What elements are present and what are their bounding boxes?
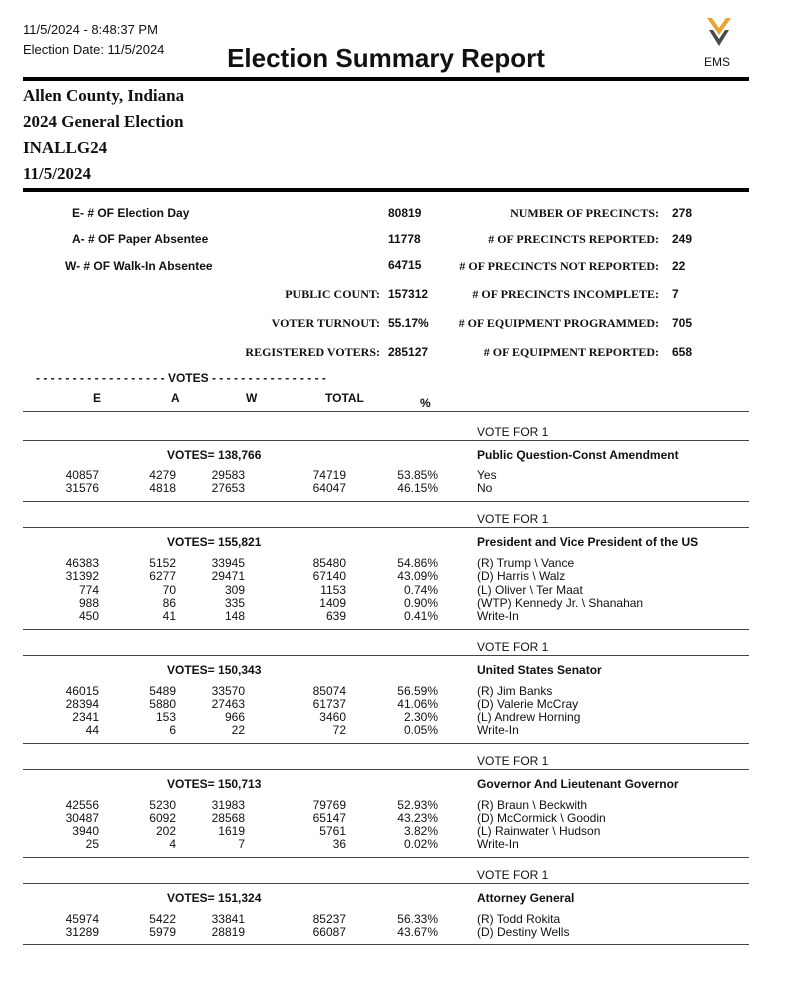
- stat-paper-absentee-value: 11778: [388, 232, 421, 246]
- race-vote-for: VOTE FOR 1: [477, 868, 549, 882]
- cell-candidate: (WTP) Kennedy Jr. \ Shanahan: [477, 596, 644, 610]
- cell-candidate: Write-In: [477, 609, 519, 623]
- race-votes-total: VOTES= 150,713: [167, 777, 262, 791]
- result-row: [0, 685, 788, 698]
- cell-total: 5761: [319, 824, 346, 838]
- voter-turnout-value: 55.17%: [388, 316, 429, 330]
- report-datetime: 11/5/2024 - 8:48:37 PM: [23, 22, 158, 37]
- cell-w: 1619: [218, 824, 245, 838]
- cell-e: 31576: [65, 481, 99, 495]
- section-divider: [23, 440, 749, 441]
- cell-w: 148: [224, 609, 245, 623]
- cell-percent: 2.30%: [403, 710, 438, 724]
- cell-candidate: Write-In: [477, 837, 519, 851]
- cell-w: 33841: [211, 912, 245, 926]
- col-header-a: A: [171, 391, 180, 405]
- result-row: [0, 610, 788, 623]
- cell-w: 28568: [211, 811, 245, 825]
- cell-total: 85480: [312, 556, 346, 570]
- cell-candidate: (L) Andrew Horning: [477, 710, 581, 724]
- section-divider: [23, 411, 749, 412]
- cell-total: 64047: [312, 481, 346, 495]
- cell-candidate: (D) Harris \ Walz: [477, 569, 566, 583]
- cell-w: 33945: [211, 556, 245, 570]
- cell-percent: 52.93%: [397, 798, 438, 812]
- votes-banner: - - - - - - - - - - - - - - - - - - VOTES - - - - - - - - - - - - - - - -: [36, 371, 326, 385]
- cell-a: 4: [169, 837, 176, 851]
- cell-a: 5422: [149, 912, 176, 926]
- race-votes-total: VOTES= 155,821: [167, 535, 262, 549]
- cell-total: 3460: [319, 710, 346, 724]
- cell-a: 5230: [149, 798, 176, 812]
- cell-total: 1409: [319, 596, 346, 610]
- cell-total: 85074: [312, 684, 346, 698]
- cell-e: 42556: [65, 798, 99, 812]
- cell-candidate: (D) Destiny Wells: [477, 925, 570, 939]
- cell-candidate: No: [477, 481, 493, 495]
- cell-a: 4818: [149, 481, 176, 495]
- col-header-e: E: [93, 391, 102, 405]
- race-title: Public Question-Const Amendment: [477, 448, 679, 462]
- cell-total: 639: [325, 609, 346, 623]
- cell-a: 6: [169, 723, 176, 737]
- result-row: [0, 584, 788, 597]
- race-title: President and Vice President of the US: [477, 535, 699, 549]
- cell-w: 28819: [211, 925, 245, 939]
- equipment-reported-value: 658: [672, 345, 693, 359]
- cell-w: 22: [231, 723, 245, 737]
- election-code: INALLG24: [23, 138, 108, 157]
- cell-a: 4279: [149, 468, 176, 482]
- race-vote-for: VOTE FOR 1: [477, 425, 549, 439]
- cell-percent: 53.85%: [397, 468, 438, 482]
- result-row: [0, 926, 788, 939]
- cell-percent: 56.33%: [397, 912, 438, 926]
- cell-candidate: Write-In: [477, 723, 519, 737]
- cell-percent: 3.82%: [403, 824, 438, 838]
- race-title: Attorney General: [477, 891, 575, 905]
- cell-e: 774: [78, 583, 99, 597]
- cell-a: 5489: [149, 684, 176, 698]
- cell-percent: 43.09%: [397, 569, 438, 583]
- precincts-incomplete-value: 7: [672, 287, 679, 301]
- cell-e: 450: [78, 609, 99, 623]
- cell-a: 5152: [149, 556, 176, 570]
- col-header-w: W: [246, 391, 258, 405]
- result-row: [0, 698, 788, 711]
- race-vote-for: VOTE FOR 1: [477, 512, 549, 526]
- ems-logo-text: EMS: [704, 55, 731, 69]
- cell-e: 988: [78, 596, 99, 610]
- cell-percent: 41.06%: [397, 697, 438, 711]
- race-votes-total: VOTES= 138,766: [167, 448, 262, 462]
- section-divider: [23, 944, 749, 945]
- cell-candidate: (R) Trump \ Vance: [477, 556, 575, 570]
- info-divider: [23, 188, 749, 192]
- cell-candidate: (D) Valerie McCray: [477, 697, 579, 711]
- cell-a: 202: [155, 824, 176, 838]
- section-divider: [23, 857, 749, 858]
- result-row: [0, 570, 788, 583]
- cell-a: 5979: [149, 925, 176, 939]
- cell-total: 72: [332, 723, 346, 737]
- result-row: [0, 724, 788, 737]
- cell-total: 66087: [312, 925, 346, 939]
- cell-percent: 46.15%: [397, 481, 438, 495]
- ems-logo-icon: [704, 16, 734, 52]
- equipment-reported-label: # OF EQUIPMENT REPORTED:: [483, 345, 659, 359]
- race-votes-total: VOTES= 150,343: [167, 663, 262, 677]
- cell-percent: 0.41%: [403, 609, 438, 623]
- cell-w: 335: [224, 596, 245, 610]
- section-divider: [23, 501, 749, 502]
- cell-e: 31289: [65, 925, 99, 939]
- cell-w: 31983: [211, 798, 245, 812]
- cell-percent: 0.90%: [403, 596, 438, 610]
- result-row: [0, 469, 788, 482]
- result-row: [0, 812, 788, 825]
- cell-e: 31392: [65, 569, 99, 583]
- precincts-not-reported-value: 22: [672, 259, 686, 273]
- cell-percent: 43.23%: [397, 811, 438, 825]
- result-row: [0, 825, 788, 838]
- stat-walkin-absentee-value: 64715: [388, 258, 422, 272]
- cell-candidate: (L) Oliver \ Ter Maat: [477, 583, 583, 597]
- number-of-precincts-label: NUMBER OF PRECINCTS:: [510, 206, 659, 220]
- cell-total: 67140: [312, 569, 346, 583]
- cell-e: 3940: [72, 824, 99, 838]
- section-divider: [23, 883, 749, 884]
- cell-e: 40857: [65, 468, 99, 482]
- cell-total: 1153: [320, 583, 346, 597]
- public-count-label: PUBLIC COUNT:: [285, 287, 380, 301]
- cell-w: 309: [224, 583, 245, 597]
- county-name: Allen County, Indiana: [23, 86, 185, 105]
- cell-e: 30487: [65, 811, 99, 825]
- section-divider: [23, 743, 749, 744]
- race-vote-for: VOTE FOR 1: [477, 640, 549, 654]
- equipment-programmed-label: # OF EQUIPMENT PROGRAMMED:: [458, 316, 659, 330]
- cell-total: 79769: [312, 798, 346, 812]
- cell-w: 29583: [211, 468, 245, 482]
- cell-w: 27463: [211, 697, 245, 711]
- stat-election-day-value: 80819: [388, 206, 422, 220]
- cell-w: 966: [224, 710, 245, 724]
- cell-candidate: (R) Jim Banks: [477, 684, 553, 698]
- cell-candidate: (L) Rainwater \ Hudson: [477, 824, 601, 838]
- race-vote-for: VOTE FOR 1: [477, 754, 549, 768]
- cell-a: 6092: [149, 811, 176, 825]
- cell-e: 2341: [72, 710, 99, 724]
- cell-total: 85237: [312, 912, 346, 926]
- cell-w: 33570: [211, 684, 245, 698]
- section-divider: [23, 769, 749, 770]
- cell-a: 70: [162, 583, 176, 597]
- cell-candidate: (D) McCormick \ Goodin: [477, 811, 606, 825]
- election-date-big: 11/5/2024: [23, 164, 92, 183]
- cell-percent: 0.02%: [403, 837, 438, 851]
- cell-a: 5880: [149, 697, 176, 711]
- cell-total: 65147: [312, 811, 346, 825]
- result-row: [0, 838, 788, 851]
- result-row: [0, 597, 788, 610]
- cell-w: 7: [238, 837, 245, 851]
- cell-candidate: (R) Braun \ Beckwith: [477, 798, 588, 812]
- precincts-reported-value: 249: [672, 232, 693, 246]
- registered-voters-value: 285127: [388, 345, 429, 359]
- precincts-reported-label: # OF PRECINCTS REPORTED:: [488, 232, 659, 246]
- precincts-not-reported-label: # OF PRECINCTS NOT REPORTED:: [459, 259, 659, 273]
- election-name: 2024 General Election: [23, 112, 184, 131]
- cell-e: 28394: [65, 697, 99, 711]
- cell-candidate: (R) Todd Rokita: [477, 912, 561, 926]
- result-row: [0, 557, 788, 570]
- col-header-percent: %: [420, 396, 431, 410]
- public-count-value: 157312: [388, 287, 429, 301]
- race-votes-total: VOTES= 151,324: [167, 891, 262, 905]
- cell-total: 74719: [312, 468, 346, 482]
- stat-paper-absentee-label: A- # OF Paper Absentee: [72, 232, 209, 246]
- stat-election-day-label: E- # OF Election Day: [72, 206, 190, 220]
- cell-percent: 0.05%: [403, 723, 438, 737]
- result-row: [0, 711, 788, 724]
- race-title: Governor And Lieutenant Governor: [477, 777, 679, 791]
- cell-total: 61737: [312, 697, 346, 711]
- result-row: [0, 913, 788, 926]
- equipment-programmed-value: 705: [672, 316, 693, 330]
- section-divider: [23, 629, 749, 630]
- cell-a: 153: [155, 710, 176, 724]
- stat-walkin-absentee-label: W- # OF Walk-In Absentee: [65, 259, 213, 273]
- cell-percent: 0.74%: [403, 583, 438, 597]
- cell-candidate: Yes: [477, 468, 497, 482]
- cell-a: 6277: [149, 569, 176, 583]
- cell-percent: 54.86%: [397, 556, 438, 570]
- col-header-total: TOTAL: [325, 391, 364, 405]
- voter-turnout-label: VOTER TURNOUT:: [271, 316, 380, 330]
- precincts-incomplete-label: # OF PRECINCTS INCOMPLETE:: [472, 287, 659, 301]
- cell-e: 46015: [65, 684, 99, 698]
- result-row: [0, 799, 788, 812]
- election-date: Election Date: 11/5/2024: [23, 42, 165, 57]
- cell-total: 36: [332, 837, 346, 851]
- cell-a: 86: [162, 596, 176, 610]
- result-row: [0, 482, 788, 495]
- race-title: United States Senator: [477, 663, 602, 677]
- registered-voters-label: REGISTERED VOTERS:: [245, 345, 380, 359]
- cell-w: 27653: [211, 481, 245, 495]
- cell-percent: 56.59%: [397, 684, 438, 698]
- cell-a: 41: [162, 609, 176, 623]
- section-divider: [23, 527, 749, 528]
- cell-e: 46383: [65, 556, 99, 570]
- number-of-precincts-value: 278: [672, 206, 693, 220]
- header-divider: [23, 77, 749, 81]
- cell-e: 45974: [65, 912, 99, 926]
- cell-percent: 43.67%: [397, 925, 438, 939]
- report-title: Election Summary Report: [227, 43, 545, 73]
- cell-w: 29471: [211, 569, 245, 583]
- section-divider: [23, 655, 749, 656]
- cell-e: 44: [85, 723, 99, 737]
- cell-e: 25: [85, 837, 99, 851]
